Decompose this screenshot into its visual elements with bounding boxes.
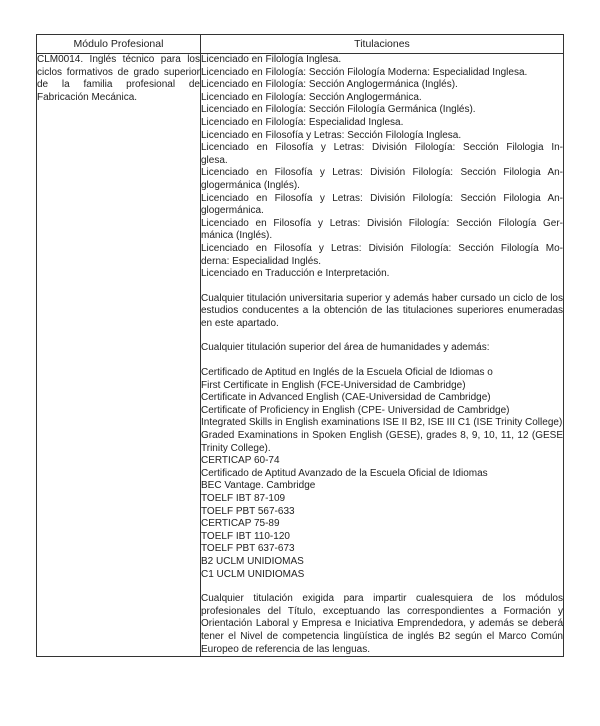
table-row — [37, 54, 564, 657]
degree-item-line1: Licenciado en Filosofía y Letras: División Filología: Sección Filologia In- — [201, 142, 563, 154]
certificate-item: CERTICAP 75-89 — [201, 518, 280, 530]
certificate-item: B2 UCLM UNIDIOMAS — [201, 555, 304, 567]
degree-item: Licenciado en Filología: Sección Filología Germánica (Inglés). — [201, 104, 476, 116]
certificate-item: Certificate in Advanced English (CAE-Universidad de Cambridge) — [201, 392, 491, 404]
certificate-item: BEC Vantage. Cambridge — [201, 480, 316, 492]
certificate-item: Certificado de Aptitud en Inglés de la Escuela Oficial de Idiomas o — [201, 367, 493, 379]
header-module: Módulo Profesional — [37, 35, 201, 54]
degree-item-line1: Licenciado en Filosofía y Letras: División Filología: Sección Filologia An- — [201, 167, 563, 179]
degree-item-line2: glogermánica (Inglés). — [201, 179, 300, 191]
paragraph-final: Cualquier titulación exigida para impartir cualesquiera de los módulos profesionales del Título, exceptuando las correspondientes a Formación y Orientación Laboral y Empresa e Iniciativa Emprendedora, y además se deberá tener el Nivel de competencia lingüística de inglés B2 según el Marco Común Europeo de referencia de las lenguas. — [201, 593, 563, 655]
degree-item: Licenciado en Filología: Sección Anglogermánica (Inglés). — [201, 79, 458, 91]
header-titles: Titulaciones — [201, 35, 564, 54]
certificate-item: Certificado de Aptitud Avanzado de la Escuela Oficial de Idiomas — [201, 467, 488, 479]
degree-item: Licenciado en Filología: Sección Anglogermánica. — [201, 91, 422, 103]
certificate-item: Graded Examinations in Spoken English (GESE), grades 8, 9, 10, 11, 12 (GESE Trinity College). — [201, 430, 563, 454]
degree-item-line2: mánica (Inglés). — [201, 230, 273, 242]
paragraph-humanities: Cualquier titulación superior del área de humanidades y además: — [201, 342, 490, 354]
certificate-item: TOELF PBT 567-633 — [201, 505, 295, 517]
certificate-item: TOELF IBT 110-120 — [201, 530, 290, 542]
degree-item-line2: derna: Especialidad Inglés. — [201, 255, 322, 267]
certificate-item: TOELF PBT 637-673 — [201, 543, 295, 555]
certificate-item: CERTICAP 60-74 — [201, 455, 280, 467]
titles-cell — [201, 54, 564, 657]
degree-item-line1: Licenciado en Filosofía y Letras: División Filología: Sección Filología Mo- — [201, 242, 563, 254]
degree-item-line2: glogermánica. — [201, 205, 264, 217]
module-text: CLM0014. Inglés técnico para los ciclos formativos de grado superior de la familia profesional de Fabricación Mecánica. — [37, 54, 200, 103]
degree-item: Licenciado en Traducción e Interpretación. — [201, 268, 390, 280]
certificate-item: TOELF IBT 87-109 — [201, 493, 286, 504]
degree-item: Licenciado en Filosofía y Letras: Sección Filología Inglesa. — [201, 129, 462, 141]
certificate-item: C1 UCLM UNIDIOMAS — [201, 568, 305, 580]
paragraph-university: Cualquier titulación universitaria superior y además haber cursado un ciclo de los estudios conducentes a la obtención de las titulaciones superiores enumeradas en este apartado. — [201, 292, 563, 329]
degree-item-line1: Licenciado en Filosofía y Letras: División Filología: Sección Filologia An- — [201, 192, 563, 204]
degree-item: Licenciado en Filología: Sección Filología Moderna: Especialidad Inglesa. — [201, 66, 528, 78]
degree-item-line2: glesa. — [201, 154, 228, 166]
table-header-row — [37, 35, 564, 54]
certificate-item: First Certificate in English (FCE-Universidad de Cambridge) — [201, 379, 466, 391]
degree-item: Licenciado en Filología Inglesa. — [201, 54, 342, 65]
degree-item-line1: Licenciado en Filosofía y Letras: División Filología: Sección Filología Ger- — [201, 217, 563, 229]
certificate-item: Certificate of Proficiency in English (CPE- Universidad de Cambridge) — [201, 404, 510, 416]
certificate-item: Integrated Skills in English examinations ISE II B2, ISE III C1 (ISE Trinity College) — [201, 417, 563, 429]
degree-item: Licenciado en Filología: Especialidad Inglesa. — [201, 116, 404, 128]
qualifications-table — [36, 34, 564, 657]
module-cell — [37, 54, 201, 657]
